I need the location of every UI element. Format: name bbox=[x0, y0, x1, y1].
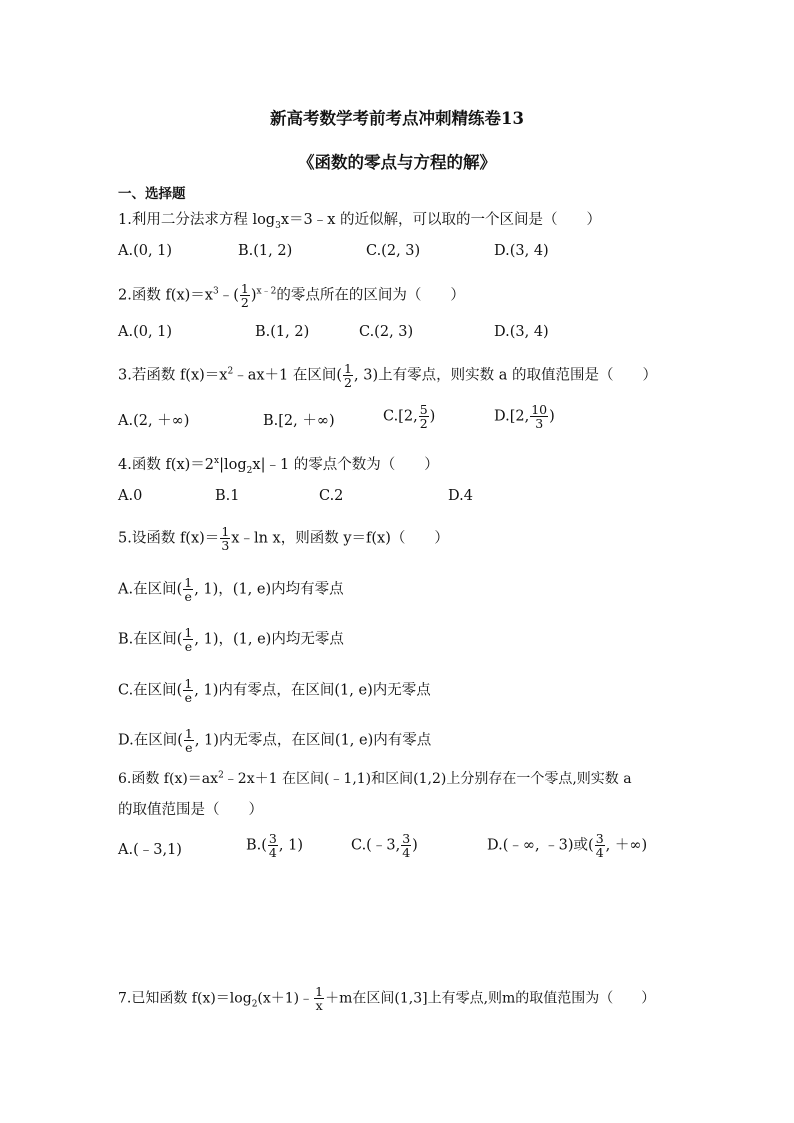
q2-text-d: 的零点所在的区间为（ ） bbox=[276, 287, 465, 304]
q4-text-a: 4.函数 f(x)＝2 bbox=[118, 457, 215, 473]
q5-option-a-num: 1 bbox=[184, 575, 193, 590]
q3-option-c-pre: C.[2, bbox=[383, 408, 418, 425]
q5-option-c-pre: C.在区间( bbox=[118, 682, 183, 699]
q6-option-d-den: 4 bbox=[595, 845, 604, 860]
q2-option-c[interactable]: C.(2, 3) bbox=[359, 324, 414, 340]
q3-frac-num: 1 bbox=[344, 361, 352, 376]
q1-sub: 3 bbox=[275, 220, 281, 231]
question-4 bbox=[118, 455, 439, 475]
q6-option-c[interactable] bbox=[351, 832, 418, 859]
question-6 bbox=[118, 769, 632, 789]
q5-option-a-post: , 1)，(1, e)内均有零点 bbox=[194, 581, 344, 598]
q5-option-d-den: e bbox=[185, 740, 193, 755]
q5-fraction bbox=[220, 525, 230, 552]
q5-option-c-post: , 1)内有零点，在区间(1, e)内无零点 bbox=[194, 682, 431, 699]
q6-option-c-den: 4 bbox=[402, 845, 411, 860]
q7-frac-den: x bbox=[315, 998, 323, 1013]
q6-option-c-post: ) bbox=[412, 837, 418, 854]
q6-text-a: 6.函数 f(x)＝ax bbox=[118, 771, 219, 787]
q5-option-a-fraction bbox=[183, 576, 193, 603]
q3-option-c-post: ) bbox=[429, 408, 436, 425]
q6-option-d-num: 3 bbox=[595, 831, 604, 846]
q3-option-a[interactable]: A.(2, ＋∞) bbox=[118, 413, 190, 429]
q5-option-d-fraction bbox=[184, 727, 194, 754]
q6-line-2: 的取值范围是（ ） bbox=[118, 802, 263, 818]
q5-option-d[interactable] bbox=[118, 727, 431, 754]
q2-frac-num: 1 bbox=[240, 281, 249, 296]
q7-text-a: 7.已知函数 f(x)＝log bbox=[118, 990, 252, 1007]
q2-text-b: ﹣( bbox=[218, 287, 239, 304]
q1-option-c[interactable]: C.(2, 3) bbox=[366, 243, 421, 259]
q3-option-c[interactable] bbox=[383, 403, 435, 430]
q5-frac-num: 1 bbox=[221, 524, 230, 539]
q6-option-b[interactable] bbox=[246, 832, 303, 859]
q6-option-c-pre: C.(﹣3, bbox=[351, 837, 401, 854]
q4-option-d[interactable]: D.4 bbox=[448, 488, 473, 504]
q5-text-a: 5.设函数 f(x)＝ bbox=[118, 530, 220, 547]
q2-fraction bbox=[240, 282, 250, 309]
q3-option-b[interactable]: B.[2, ＋∞) bbox=[263, 413, 335, 429]
q4-text-b: |log bbox=[219, 457, 247, 473]
section-heading: 一、选择题 bbox=[118, 186, 186, 202]
q7-text-c: ＋m在区间(1,3]上有零点,则m的取值范围为（ ） bbox=[325, 990, 656, 1007]
q6-option-c-num: 3 bbox=[402, 831, 411, 846]
q5-option-d-num: 1 bbox=[184, 726, 193, 741]
q2-option-b[interactable]: B.(1, 2) bbox=[255, 324, 310, 340]
q5-text-b: x﹣ln x，则函数 y＝f(x)（ ） bbox=[231, 530, 449, 547]
q2-sup1: 3 bbox=[212, 286, 219, 297]
q5-option-a-den: e bbox=[184, 589, 192, 604]
q5-option-c-den: e bbox=[184, 690, 193, 705]
q1-option-d[interactable]: D.(3, 4) bbox=[494, 243, 549, 259]
q5-option-a[interactable] bbox=[118, 576, 344, 603]
q7-text-b: (x＋1)﹣ bbox=[257, 990, 314, 1007]
question-5 bbox=[118, 525, 449, 552]
page-title: 新高考数学考前考点冲刺精练卷13 bbox=[270, 109, 524, 128]
q5-option-c-fraction bbox=[183, 677, 193, 704]
q6-option-d-post: , ＋∞) bbox=[605, 837, 648, 854]
q3-option-d-num: 10 bbox=[531, 402, 548, 417]
q3-option-d-fraction bbox=[530, 403, 548, 430]
q6-option-d-fraction bbox=[595, 832, 605, 859]
q5-option-b-post: , 1)，(1, e)内均无零点 bbox=[194, 631, 344, 648]
q4-option-a[interactable]: A.0 bbox=[118, 488, 143, 504]
q2-sup2: x﹣2 bbox=[256, 286, 277, 297]
q7-frac-num: 1 bbox=[315, 984, 324, 999]
q5-option-b[interactable] bbox=[118, 626, 344, 653]
q5-option-c[interactable] bbox=[118, 677, 431, 704]
q6-option-a[interactable]: A.(﹣3,1) bbox=[118, 842, 182, 858]
q5-option-b-den: e bbox=[184, 639, 193, 654]
q2-text-c: ) bbox=[250, 287, 257, 304]
q2-option-d[interactable]: D.(3, 4) bbox=[494, 324, 549, 340]
q3-option-d-den: 3 bbox=[535, 416, 544, 431]
q7-fraction bbox=[314, 985, 324, 1012]
q6-option-b-num: 3 bbox=[268, 831, 277, 846]
q2-frac-den: 2 bbox=[240, 295, 249, 310]
q3-option-d-post: ) bbox=[549, 408, 555, 425]
q5-option-a-pre: A.在区间( bbox=[118, 581, 183, 598]
page-subtitle: 《函数的零点与方程的解》 bbox=[298, 153, 496, 172]
q4-text-c: x|﹣1 的零点个数为（ ） bbox=[252, 457, 439, 473]
q3-sup: 2 bbox=[227, 366, 234, 377]
q3-fraction bbox=[343, 362, 353, 389]
q6-option-b-pre: B.( bbox=[246, 837, 267, 854]
q3-option-c-fraction bbox=[419, 403, 429, 430]
question-2 bbox=[118, 282, 465, 309]
q5-frac-den: 3 bbox=[221, 538, 230, 553]
q1-option-b[interactable]: B.(1, 2) bbox=[238, 243, 293, 259]
q3-option-d-pre: D.[2, bbox=[494, 408, 530, 425]
q1-option-a[interactable]: A.(0, 1) bbox=[118, 243, 173, 259]
q6-option-b-post: , 1) bbox=[278, 837, 303, 854]
q4-sub: 2 bbox=[246, 465, 253, 476]
q6-option-d-pre: D.(﹣∞, ﹣3)或( bbox=[487, 837, 594, 854]
q3-option-d[interactable] bbox=[494, 403, 555, 430]
q7-sub: 2 bbox=[251, 999, 258, 1010]
q5-option-b-pre: B.在区间( bbox=[118, 631, 183, 648]
q5-option-b-fraction bbox=[183, 626, 193, 653]
question-1 bbox=[118, 210, 601, 230]
q1-text-b: x＝3﹣x 的近似解，可以取的一个区间是（ ） bbox=[280, 212, 602, 228]
q4-option-c[interactable]: C.2 bbox=[319, 488, 344, 504]
q6-option-b-fraction bbox=[268, 832, 278, 859]
q3-text-b: ﹣ax＋1 在区间( bbox=[233, 367, 343, 384]
q6-sup: 2 bbox=[218, 770, 224, 781]
q2-option-a[interactable]: A.(0, 1) bbox=[118, 324, 173, 340]
q2-text-a: 2.函数 f(x)＝x bbox=[118, 287, 213, 304]
q4-option-b[interactable]: B.1 bbox=[215, 488, 240, 504]
q3-option-c-den: 2 bbox=[419, 416, 428, 431]
q3-text-a: 3.若函数 f(x)＝x bbox=[118, 367, 228, 384]
q3-option-c-num: 5 bbox=[419, 402, 428, 417]
q5-option-b-num: 1 bbox=[184, 625, 193, 640]
q6-option-c-fraction bbox=[401, 832, 411, 859]
q6-option-d[interactable] bbox=[487, 832, 647, 859]
q3-text-c: , 3)上有零点，则实数 a 的取值范围是（ ） bbox=[354, 367, 657, 384]
q4-sup: x bbox=[214, 456, 220, 467]
q5-option-d-pre: D.在区间( bbox=[118, 732, 183, 749]
q6-option-b-den: 4 bbox=[268, 845, 277, 860]
question-7 bbox=[118, 985, 655, 1012]
question-3 bbox=[118, 362, 657, 389]
q6-text-b: ﹣2x＋1 在区间(﹣1,1)和区间(1,2)上分别存在一个零点,则实数 a bbox=[223, 771, 632, 787]
q5-option-d-post: , 1)内无零点，在区间(1, e)内有零点 bbox=[194, 732, 432, 749]
q3-frac-den: 2 bbox=[344, 375, 352, 390]
q1-text-a: 1.利用二分法求方程 log bbox=[118, 212, 276, 228]
q5-option-c-num: 1 bbox=[184, 676, 193, 691]
